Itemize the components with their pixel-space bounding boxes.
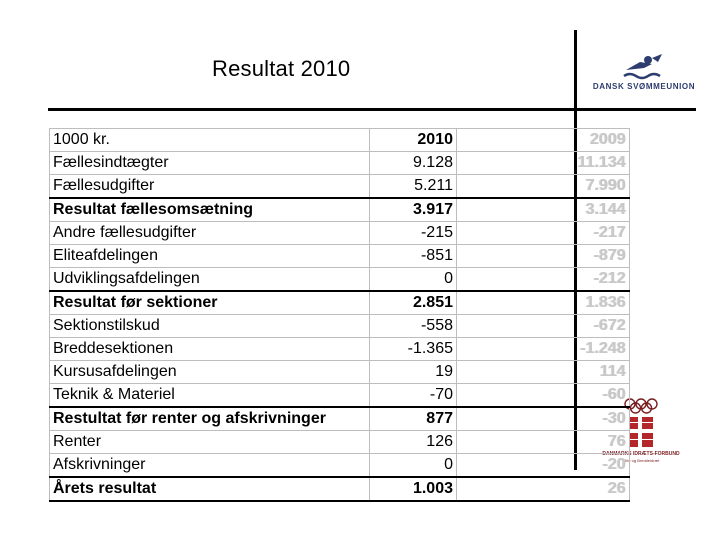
row-2009-cell: 3.144 [457, 198, 630, 222]
row-2009-cell: 7.990 [457, 175, 630, 199]
row-2009-cell: -672 [457, 315, 630, 338]
row-label-cell: Restultat før renter og afskrivninger [50, 407, 370, 431]
table-row [50, 291, 630, 315]
row-2010-cell: 5.211 [370, 175, 457, 199]
table-row [50, 198, 630, 222]
row-label-cell: Resultat fællesomsætning [50, 198, 370, 222]
table-row [50, 152, 630, 175]
row-2009-cell: 26 [457, 477, 630, 501]
header-label-cell: 1000 kr. [50, 129, 370, 152]
dsu-logo-text: DANSK SVØMMEUNION [592, 82, 696, 91]
row-2010-cell: 19 [370, 361, 457, 384]
row-2010-cell: 9.128 [370, 152, 457, 175]
row-label-cell: Renter [50, 431, 370, 454]
dif-logo-text: DANMARKS IDRÆTS-FORBUND [602, 451, 680, 457]
results-table [49, 128, 630, 502]
header-2010-cell: 2010 [370, 129, 457, 152]
row-label-cell: Afskrivninger [50, 454, 370, 478]
table-row [50, 315, 630, 338]
row-2010-cell: 877 [370, 407, 457, 431]
row-2010-cell: -558 [370, 315, 457, 338]
row-label-cell: Udviklingsafdelingen [50, 268, 370, 292]
row-2009-cell: -217 [457, 222, 630, 245]
row-2010-cell: -70 [370, 384, 457, 408]
row-2010-cell: -215 [370, 222, 457, 245]
row-2009-cell: 11.134 [457, 152, 630, 175]
row-2009-cell: -879 [457, 245, 630, 268]
row-2009-cell: -212 [457, 268, 630, 292]
row-label-cell: Fællesudgifter [50, 175, 370, 199]
row-label-cell: Andre fællesudgifter [50, 222, 370, 245]
row-2009-cell: -60 [457, 384, 630, 408]
row-2009-cell: -1.248 [457, 338, 630, 361]
table-row [50, 431, 630, 454]
row-label-cell: Fællesindtægter [50, 152, 370, 175]
table-row [50, 268, 630, 292]
dif-logo-subtext: Elite og Breddeidræt [622, 458, 660, 463]
table-row [50, 407, 630, 431]
table-row [50, 477, 630, 501]
header-2009-cell: 2009 [457, 129, 630, 152]
dansk-svommeunion-logo [580, 52, 708, 92]
row-2009-cell: -30 [457, 407, 630, 431]
row-2010-cell: 2.851 [370, 291, 457, 315]
table-row [50, 222, 630, 245]
row-2010-cell: 0 [370, 268, 457, 292]
row-2009-cell: 114 [457, 361, 630, 384]
row-2009-cell: 1.836 [457, 291, 630, 315]
swimmer-icon [622, 54, 666, 82]
row-label-cell: Breddesektionen [50, 338, 370, 361]
row-2010-cell: -851 [370, 245, 457, 268]
danish-flag-icon [629, 417, 653, 447]
table-row [50, 175, 630, 199]
row-2010-cell: 3.917 [370, 198, 457, 222]
table-row [50, 338, 630, 361]
page-title: Resultat 2010 [212, 56, 351, 81]
table-row [50, 361, 630, 384]
table-row [50, 454, 630, 478]
row-label-cell: Kursusafdelingen [50, 361, 370, 384]
row-label-cell: Resultat før sektioner [50, 291, 370, 315]
title-divider-line [48, 108, 696, 111]
row-2010-cell: -1.365 [370, 338, 457, 361]
table-header-row [50, 129, 630, 152]
table-row [50, 245, 630, 268]
row-2010-cell: 0 [370, 454, 457, 478]
row-2010-cell: 1.003 [370, 477, 457, 501]
row-2009-cell: -20 [457, 454, 630, 478]
row-label-cell: Årets resultat [50, 477, 370, 501]
table-row [50, 384, 630, 408]
row-label-cell: Teknik & Materiel [50, 384, 370, 408]
row-label-cell: Sektionstilskud [50, 315, 370, 338]
row-2010-cell: 126 [370, 431, 457, 454]
row-2009-cell: 76 [457, 431, 630, 454]
row-label-cell: Eliteafdelingen [50, 245, 370, 268]
